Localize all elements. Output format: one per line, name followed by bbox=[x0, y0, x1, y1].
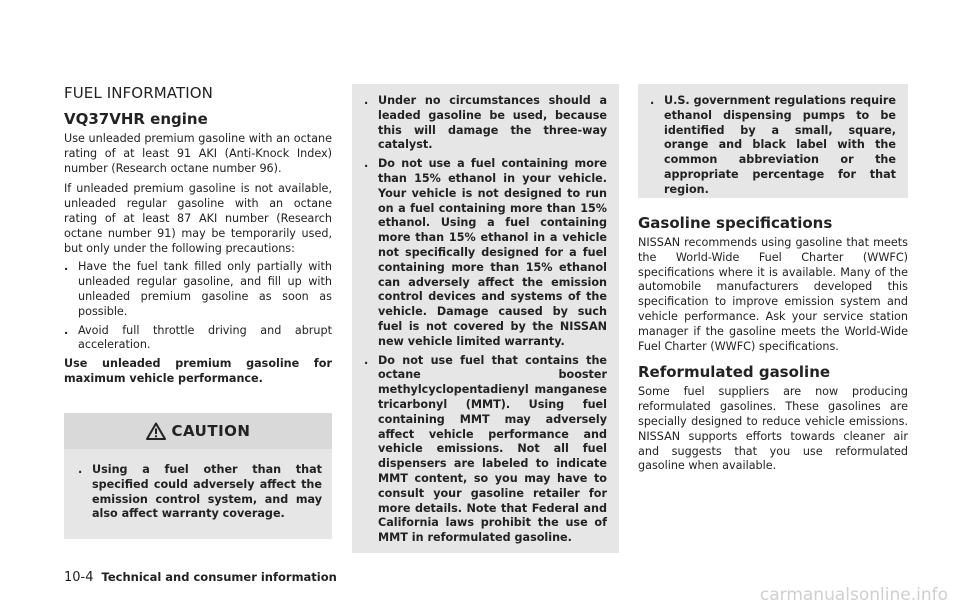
bold-paragraph: Use unleaded premium gasoline for maximum vehicle performance. bbox=[64, 357, 332, 385]
column-3 bbox=[638, 214, 908, 474]
list-item: . Avoid full throttle driving and abrupt acceleration. bbox=[64, 323, 332, 352]
list-item: . Do not use a fuel containing more than 15% ethanol in your vehicle. Your vehicle is not designed to run on a fuel containing more than 15% ethanol. Using a fuel containing more than 15% ethanol in a vehicle not specifically designed for a fuel containing more than 15% ethanol can adversely affect the emission control devices and systems of the vehicle. Damage caused by such fuel is not covered by the NISSAN new vehicle limited warranty. bbox=[364, 157, 607, 348]
paragraph: NISSAN recommends using gasoline that meets the World-Wide Fuel Charter (WWFC) specifications where it is available. Many of the automobile manufacturers developed this specification to improve emission system and vehicle performance. Ask your service station manager if the gasoline meets the World-Wide Fuel Charter (WWFC) specifications. bbox=[638, 236, 908, 353]
bullet-list bbox=[64, 260, 332, 353]
subsection-heading: Reformulated gasoline bbox=[638, 363, 831, 382]
caution-title: CAUTION bbox=[171, 422, 251, 440]
warning-triangle-icon bbox=[146, 422, 166, 440]
warning-box-column-3 bbox=[638, 84, 908, 198]
list-item: . U.S. government regulations require ethanol dispensing pumps to be identified by a small, square, orange and black label with the common abbreviation or the appropriate percentage for that region. bbox=[650, 94, 896, 196]
list-item: . Using a fuel other than that specified could adversely affect the emission control system, and may also affect warranty coverage. bbox=[78, 463, 322, 521]
caution-box bbox=[64, 413, 332, 539]
subsection-heading: Gasoline specifications bbox=[638, 214, 833, 232]
paragraph: Use unleaded premium gasoline with an octane rating of at least 91 AKI (Anti-Knock Index) number (Research octane number 96). bbox=[64, 132, 332, 175]
page-number: 10-4 bbox=[64, 570, 94, 585]
caution-header bbox=[64, 413, 332, 449]
list-item: . Under no circumstances should a leaded gasoline be used, because this will damage the three-way catalyst. bbox=[364, 94, 607, 152]
bullet-list bbox=[352, 94, 619, 546]
column-1 bbox=[64, 84, 332, 387]
watermark: carmanualsonline.info bbox=[759, 585, 948, 605]
list-item: . Have the fuel tank filled only partially with unleaded regular gasoline, and fill up with unleaded premium gasoline as soon as possible. bbox=[64, 260, 332, 318]
bullet-list bbox=[78, 463, 322, 522]
bullet-list bbox=[650, 94, 896, 198]
footer-title: Technical and consumer information bbox=[101, 570, 337, 584]
list-item: . Do not use fuel that contains the octane booster methylcyclopentadienyl manganese tricarbonyl (MMT). Using fuel containing MMT may adversely affect vehicle performance and vehicle emissions. Not all fuel dispensers are labeled to indicate MMT content, so you may have to consult your gasoline retailer for more details. Note that Federal and California laws prohibit the use of MMT in reformulated gasoline. bbox=[364, 353, 607, 545]
caution-body bbox=[64, 449, 332, 522]
page-footer bbox=[64, 570, 337, 585]
warning-box-column-2 bbox=[352, 84, 619, 553]
section-heading: FUEL INFORMATION bbox=[64, 84, 213, 102]
paragraph: If unleaded premium gasoline is not available, unleaded regular gasoline with an octane rating of at least 87 AKI number (Research octane number 91) may be temporarily used, but only under the following precautions: bbox=[64, 182, 332, 255]
paragraph: Some fuel suppliers are now producing reformulated gasolines. These gasolines are specially designed to reduce vehicle emissions. NISSAN supports efforts towards cleaner air and suggests that you use reformulated gasoline when available. bbox=[638, 385, 908, 473]
subsection-heading: VQ37VHR engine bbox=[64, 110, 208, 128]
